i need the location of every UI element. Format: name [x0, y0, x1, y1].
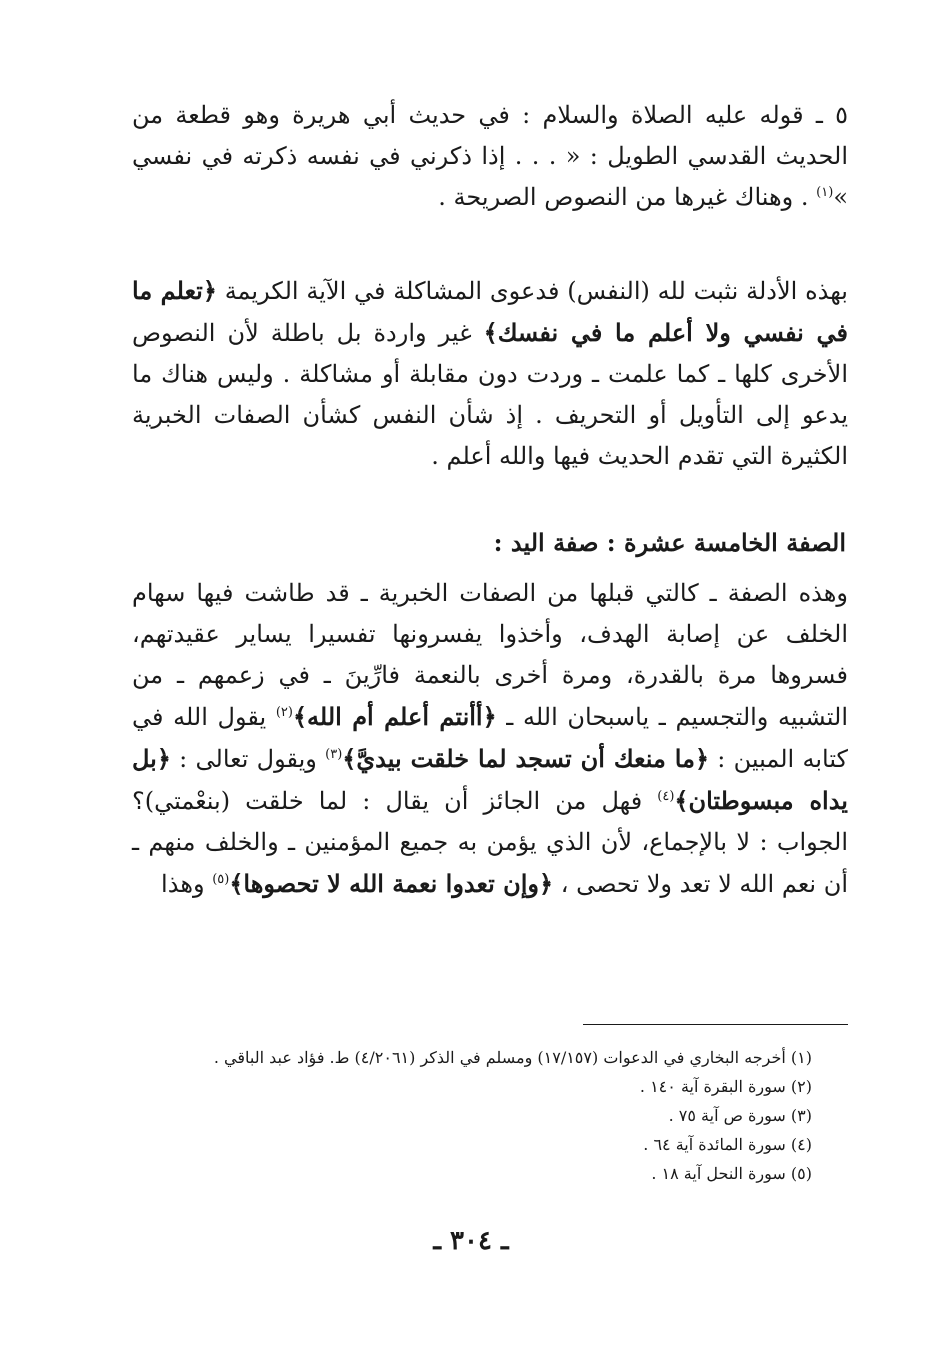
paragraph1-tail: . وهناك غيرها من النصوص الصريحة . — [438, 183, 809, 211]
quran-quote-1: ﴿أأنتم أعلم أم الله﴾ — [292, 702, 497, 731]
footnote-4: (٤) سورة المائدة آية ٦٤ . — [643, 1135, 812, 1154]
section-heading: الصفة الخامسة عشرة : صفة اليد : — [493, 528, 846, 557]
footnote-ref-1: (١) — [816, 185, 834, 200]
paragraph1-lead: ٥ ـ قوله عليه الصلاة والسلام : في حديث أبي هريرة وهو قطعة من الحديث القدسي الطويل : « . . . إذا ذكرني في نفسه ذكرته في نفسي » — [132, 101, 849, 211]
paragraph3-mid1: يقول الله في كتابه المبين : — [132, 703, 848, 773]
footnote-ref-3: (٣) — [325, 747, 343, 762]
quran-quote-nafs: ﴿تعلم ما في نفسي ولا أعلم ما في نفسك﴾ — [132, 276, 848, 347]
paragraph-hand-attribute — [132, 573, 848, 905]
paragraph2-lead: بهذه الأدلة نثبت لله (النفس) فدعوى المشاكلة في الآية الكريمة — [224, 277, 848, 305]
footnote-ref-5: (٥) — [212, 872, 230, 887]
quran-quote-4: ﴿وإن تعدوا نعمة الله لا تحصوها﴾ — [229, 869, 554, 898]
footnote-divider — [583, 1024, 848, 1025]
paragraph3-tail: وهذا — [161, 870, 205, 898]
footnotes — [112, 1043, 812, 1188]
footnote-ref-2: (٢) — [275, 705, 293, 720]
footnote-3: (٣) سورة ص آية ٧٥ . — [668, 1106, 812, 1125]
footnote-ref-4: (٤) — [657, 789, 675, 804]
quran-quote-2: ﴿ما منعك أن تسجد لما خلقت بيديَّ﴾ — [342, 744, 710, 773]
footnote-2: (٢) سورة البقرة آية ١٤٠ . — [639, 1077, 812, 1096]
page-number: ـ ٣٠٤ ـ — [433, 1226, 509, 1256]
paragraph-hadith-five — [132, 95, 848, 218]
paragraph3-mid2: ويقول تعالى : — [179, 745, 317, 773]
paragraph3-mid3: فهل من الجائز أن يقال : لما خلقت (بنعْمتي)؟ الجواب : لا بالإجماع، لأن الذي يؤمن به جميع المؤمنين ـ والخلف منهم ـ أن نعم الله لا تعد ولا تحصى ، — [132, 787, 848, 898]
paragraph3-lead: وهذه الصفة ـ كالتي قبلها من الصفات الخبرية ـ قد طاشت فيها سهام الخلف عن إصابة الهدف، وأخذوا يفسرونها تفسيرا يساير عقيدتهم، فسروها مرة بالقدرة، ومرة أخرى بالنعمة فارِّينَ ـ في زعمهم ـ من التشبيه والتجسيم ـ ياسبحان الله ـ — [132, 579, 849, 731]
quran-quote-3: ﴿بل يداه مبسوطتان﴾ — [132, 744, 848, 815]
footnote-5: (٥) سورة النحل آية ١٨ . — [651, 1164, 812, 1183]
paragraph2-tail: غير واردة بل باطلة لأن النصوص الأخرى كلها ـ كما علمت ـ وردت دون مقابلة أو مشاكلة . وليس هناك ما يدعو إلى التأويل أو التحريف . إذ شأن النفس كشأن الصفات الخبرية الكثيرة التي تقدم الحديث فيها والله أعلم . — [132, 319, 848, 470]
footnote-1: (١) أخرجه البخاري في الدعوات (١٧/١٥٧) ومسلم في الذكر (٤/٢٠٦١) ط. فؤاد عبد الباقي . — [213, 1048, 812, 1067]
paragraph-nafs-conclusion — [132, 270, 848, 477]
